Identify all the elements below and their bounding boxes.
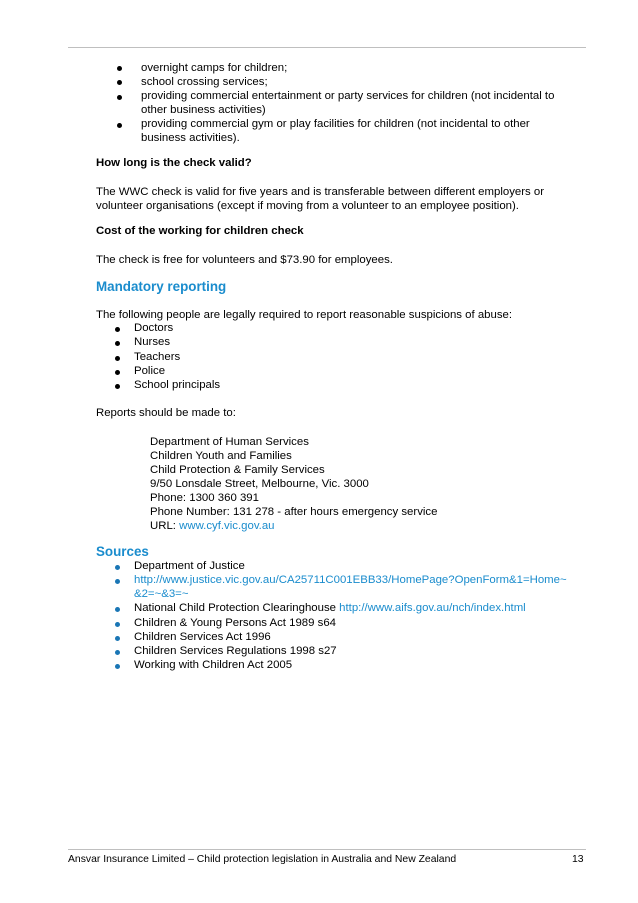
address-line: 9/50 Lonsdale Street, Melbourne, Vic. 3000 [150,478,369,490]
address-line: Children Youth and Families [150,450,292,462]
bullet [115,664,120,669]
bullet [115,607,120,612]
section-heading-sources: Sources [96,544,149,559]
list-item: Teachers [134,351,181,363]
address-line: Child Protection & Family Services [150,464,325,476]
bullet [115,579,120,584]
list-item: Doctors [134,322,174,334]
list-item: Working with Children Act 2005 [134,659,293,671]
source-link[interactable]: http://www.aifs.gov.au/nch/index.html [339,602,526,614]
bullet [115,356,120,361]
bullet [115,341,120,346]
source-link[interactable]: http://www.justice.vic.gov.au/CA25711C001EBB33/HomePage?OpenForm&1=Home~ [134,574,567,586]
list-item: overnight camps for children; [141,62,288,74]
list-item: Police [134,365,166,377]
source-text: National Child Protection Clearinghouse [134,602,340,614]
list-item: Children Services Act 1996 [134,631,271,643]
list-item-continued: other business activities) [141,104,266,116]
bullet [117,123,122,128]
url-label: URL: [150,520,180,532]
address-line: Department of Human Services [150,436,309,448]
url-line [150,519,275,533]
bullet [117,80,122,85]
paragraph: The following people are legally required to report reasonable suspicions of abuse: [96,309,513,321]
list-item: providing commercial gym or play facilities for children (not incidental to other [141,118,530,130]
header-rule [68,47,586,48]
paragraph-line: The WWC check is valid for five years and is transferable between different employers or [96,186,545,198]
list-item: Nurses [134,336,171,348]
footer-text: Ansvar Insurance Limited – Child protection legislation in Australia and New Zealand [68,854,457,865]
paragraph-line: volunteer organisations (except if moving from a volunteer to an employee position). [96,200,519,212]
list-item: providing commercial entertainment or party services for children (not incidental to [141,90,555,102]
bullet [115,650,120,655]
paragraph: The check is free for volunteers and $73.90 for employees. [96,254,393,266]
bullet [115,327,120,332]
bullet [115,565,120,570]
list-item: Children & Young Persons Act 1989 s64 [134,617,337,629]
bullet [115,622,120,627]
address-line: Phone Number: 131 278 - after hours emergency service [150,506,438,518]
page-number: 13 [572,854,584,865]
list-item [134,601,526,615]
bullet [115,384,120,389]
list-item-continued: business activities). [141,132,240,144]
url-link[interactable]: www.cyf.vic.gov.au [179,520,275,532]
list-item: Children Services Regulations 1998 s27 [134,645,337,657]
section-heading-cost: Cost of the working for children check [96,225,304,237]
list-item: school crossing services; [141,76,268,88]
list-item: Department of Justice [134,560,245,572]
paragraph: Reports should be made to: [96,407,236,419]
bullet [117,66,122,71]
section-heading-validity: How long is the check valid? [96,157,252,169]
bullet [115,370,120,375]
bullet [117,95,122,100]
address-line: Phone: 1300 360 391 [150,492,259,504]
section-heading-mandatory-reporting: Mandatory reporting [96,279,227,294]
footer-rule [68,849,586,850]
source-link-continued[interactable]: &2=~&3=~ [134,588,189,600]
bullet [115,636,120,641]
list-item: School principals [134,379,221,391]
